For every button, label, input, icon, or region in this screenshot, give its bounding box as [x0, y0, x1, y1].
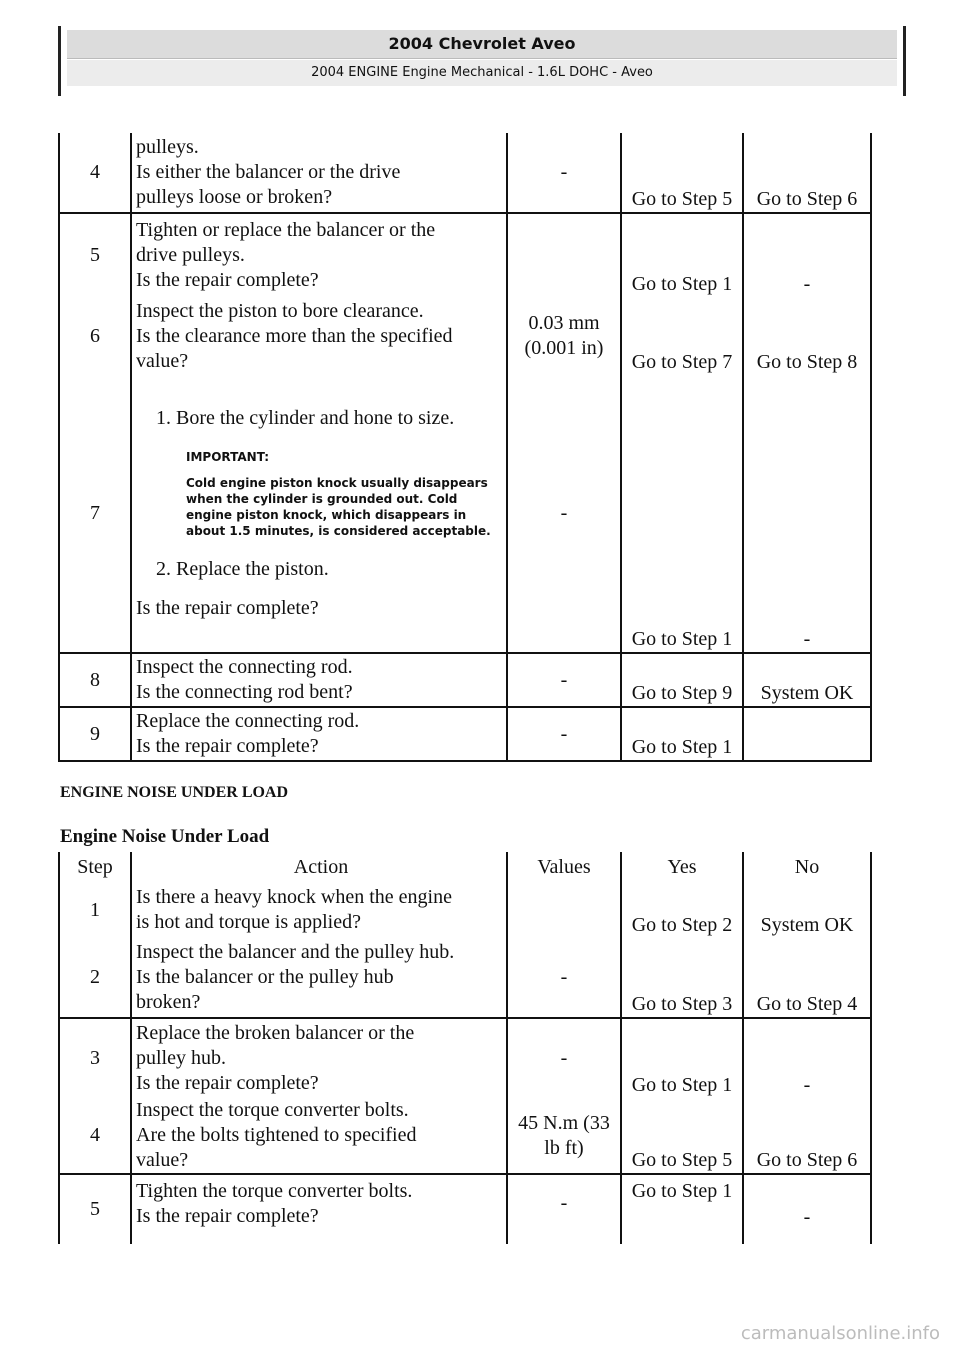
action-line: Is either the balancer or the drive [136, 161, 401, 183]
no-cell: - [743, 375, 871, 653]
table-title: Engine Noise Under Load [60, 826, 270, 847]
step-number: 5 [59, 213, 131, 297]
action-cell [131, 1018, 507, 1098]
value-cell: - [507, 707, 621, 761]
section-heading: ENGINE NOISE UNDER LOAD [60, 784, 289, 801]
action-cell [131, 882, 507, 938]
yes-cell: Go to Step 1 [621, 1174, 743, 1244]
action-line: Is the repair complete? [136, 1072, 319, 1094]
important-note [186, 449, 506, 539]
no-cell: Go to Step 6 [743, 1098, 871, 1174]
action-line: Tighten or replace the balancer or the [136, 219, 436, 241]
action-line: broken? [136, 991, 201, 1013]
value-cell [507, 882, 621, 938]
value-cell [507, 213, 621, 297]
page-header [58, 26, 906, 96]
table-row [59, 653, 871, 707]
header-action: Action [131, 852, 507, 882]
manual-title: 2004 Chevrolet Aveo [67, 30, 897, 59]
engine-noise-under-load-table [58, 852, 872, 1244]
no-cell: System OK [743, 882, 871, 938]
table-row [59, 297, 871, 375]
important-title: IMPORTANT: [186, 450, 270, 464]
no-cell: Go to Step 8 [743, 297, 871, 375]
action-line: Replace the broken balancer or the [136, 1022, 415, 1044]
table-row [59, 882, 871, 938]
header-yes: Yes [621, 852, 743, 882]
action-line: value? [136, 349, 189, 372]
action-line: Replace the connecting rod. [136, 710, 360, 732]
step-number: 4 [59, 1098, 131, 1174]
step-number: 2 [59, 938, 131, 1018]
action-cell [131, 1098, 507, 1174]
action-line: Is the balancer or the pulley hub [136, 966, 394, 988]
table-header-row [59, 852, 871, 882]
value-cell: - [507, 375, 621, 653]
action-cell [131, 1174, 507, 1244]
action-line: Is the repair complete? [136, 1205, 319, 1227]
action-cell [131, 133, 507, 213]
action-line: value? [136, 1149, 189, 1171]
no-cell: - [743, 1174, 871, 1244]
action-line: Tighten the torque converter bolts. [136, 1180, 413, 1202]
header-step: Step [59, 852, 131, 882]
no-cell: Go to Step 6 [743, 133, 871, 213]
value-cell: 45 N.m (33 lb ft) [507, 1098, 621, 1174]
action-line: pulley hub. [136, 1047, 226, 1069]
header-no: No [743, 852, 871, 882]
important-text: Cold engine piston knock usually disappears when the cylinder is grounded out. Cold engine piston knock, which disappears in about 1.5 minutes, is considered acceptable. [186, 476, 491, 538]
table-row [59, 938, 871, 1018]
diagnostic-table-continued [58, 133, 872, 762]
value-cell: - [507, 653, 621, 707]
action-cell [131, 938, 507, 1018]
step-number: 4 [59, 133, 131, 213]
no-cell: Go to Step 4 [743, 938, 871, 1018]
value-cell: - [507, 1018, 621, 1098]
step-number: 3 [59, 1018, 131, 1098]
yes-cell: Go to Step 7 [621, 297, 743, 375]
action-line: Are the bolts tightened to specified [136, 1124, 417, 1146]
action-cell [131, 375, 507, 653]
yes-cell: Go to Step 1 [621, 707, 743, 761]
action-line: is hot and torque is applied? [136, 911, 361, 933]
header-values: Values [507, 852, 621, 882]
action-line: Is the clearance more than the specified [136, 324, 453, 347]
table-row [59, 375, 871, 653]
value-cell: 0.03 mm (0.001 in) [507, 297, 621, 375]
yes-cell: Go to Step 1 [621, 375, 743, 653]
value-cell: - [507, 1174, 621, 1244]
action-line: Is the repair complete? [136, 735, 319, 757]
action-item: 1. Bore the cylinder and hone to size. [156, 407, 455, 429]
table-row [59, 1174, 871, 1244]
step-number: 1 [59, 882, 131, 938]
action-item: 2. Replace the piston. [156, 558, 329, 580]
action-cell [131, 707, 507, 761]
value-cell: - [507, 938, 621, 1018]
yes-cell: Go to Step 9 [621, 653, 743, 707]
action-cell [131, 653, 507, 707]
action-line: pulleys. [136, 136, 199, 158]
action-line: Inspect the torque converter bolts. [136, 1099, 409, 1121]
action-cell [131, 297, 507, 375]
step-number: 8 [59, 653, 131, 707]
action-line: Inspect the piston to bore clearance. [136, 299, 424, 322]
table-row [59, 1018, 871, 1098]
table-row [59, 213, 871, 297]
action-line: Inspect the balancer and the pulley hub. [136, 941, 455, 963]
no-cell [743, 707, 871, 761]
action-line: drive pulleys. [136, 244, 245, 266]
table-row [59, 707, 871, 761]
action-cell [131, 213, 507, 297]
action-line: Is the connecting rod bent? [136, 681, 353, 703]
yes-cell: Go to Step 5 [621, 1098, 743, 1174]
no-cell: - [743, 1018, 871, 1098]
yes-cell: Go to Step 5 [621, 133, 743, 213]
step-number: 5 [59, 1174, 131, 1244]
table-row [59, 133, 871, 213]
action-question: Is the repair complete? [136, 597, 319, 619]
table-row [59, 1098, 871, 1174]
step-number: 6 [59, 297, 131, 375]
site-watermark: carmanualsonline.info [740, 1323, 940, 1344]
yes-cell: Go to Step 1 [621, 213, 743, 297]
step-number: 9 [59, 707, 131, 761]
no-cell: - [743, 213, 871, 297]
action-line: Is the repair complete? [136, 269, 319, 291]
yes-cell: Go to Step 2 [621, 882, 743, 938]
manual-subtitle: 2004 ENGINE Engine Mechanical - 1.6L DOHC - Aveo [67, 60, 897, 86]
action-line: Inspect the connecting rod. [136, 656, 353, 678]
yes-cell: Go to Step 1 [621, 1018, 743, 1098]
yes-cell: Go to Step 3 [621, 938, 743, 1018]
action-line: pulleys loose or broken? [136, 186, 333, 208]
no-cell: System OK [743, 653, 871, 707]
step-number: 7 [59, 375, 131, 653]
action-line: Is there a heavy knock when the engine [136, 886, 452, 908]
value-cell: - [507, 133, 621, 213]
